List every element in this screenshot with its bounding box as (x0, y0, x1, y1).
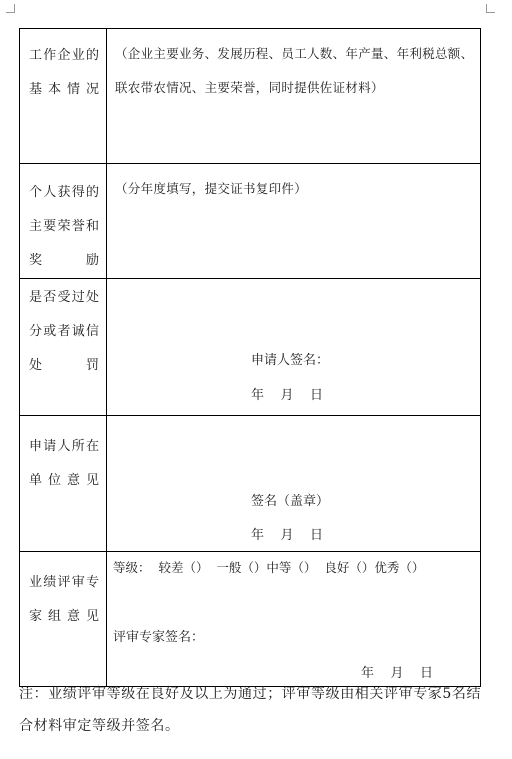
signature-date: 年 月 日 (361, 666, 434, 681)
footnote: 注：业绩评审等级在良好及以上为通过；评审等级由相关评审专家5名结合材料审定等级并签名。 (19, 686, 482, 734)
table-row (20, 552, 481, 687)
crop-mark-left (6, 4, 15, 13)
grade-options[interactable]: 等级： 较差（） 一般（）中等（） 良好（）优秀（） (113, 560, 425, 575)
crop-mark-right (486, 4, 495, 13)
row-label: 业绩评审专家组意见 (29, 575, 99, 624)
field-instruction: （分年度填写，提交证书复印件） (115, 181, 308, 196)
application-form-table (19, 28, 481, 687)
row-label: 个人获得的主要荣誉和奖励 (29, 185, 99, 268)
discipline-field[interactable] (107, 279, 481, 416)
field-instruction: （企业主要业务、发展历程、员工人数、年产量、年利税总额、联农带农情况、主要荣誉，同时提供佐证材料） (115, 46, 474, 95)
row-label: 是否受过处分或者诚信处罚 (29, 290, 99, 373)
row-label-cell (20, 29, 107, 164)
table-row (20, 279, 481, 416)
row-label-cell (20, 416, 107, 552)
row-label: 工作企业的基本情况 (29, 48, 99, 97)
table-row (20, 29, 481, 164)
seal-signature-label: 签名（盖章） (251, 494, 330, 509)
honors-field[interactable] (107, 164, 481, 279)
table-row (20, 164, 481, 279)
employer-opinion-field[interactable] (107, 416, 481, 552)
row-label-cell (20, 279, 107, 416)
expert-opinion-field[interactable] (107, 552, 481, 687)
row-label-cell (20, 552, 107, 687)
applicant-signature-label: 申请人签名： (251, 353, 330, 368)
signature-date: 年 月 日 (251, 388, 324, 403)
company-info-field[interactable] (107, 29, 481, 164)
expert-signature-label: 评审专家签名： (113, 630, 205, 645)
table-row (20, 416, 481, 552)
row-label: 申请人所在单位意见 (29, 439, 99, 488)
row-label-cell (20, 164, 107, 279)
signature-date: 年 月 日 (251, 528, 324, 543)
